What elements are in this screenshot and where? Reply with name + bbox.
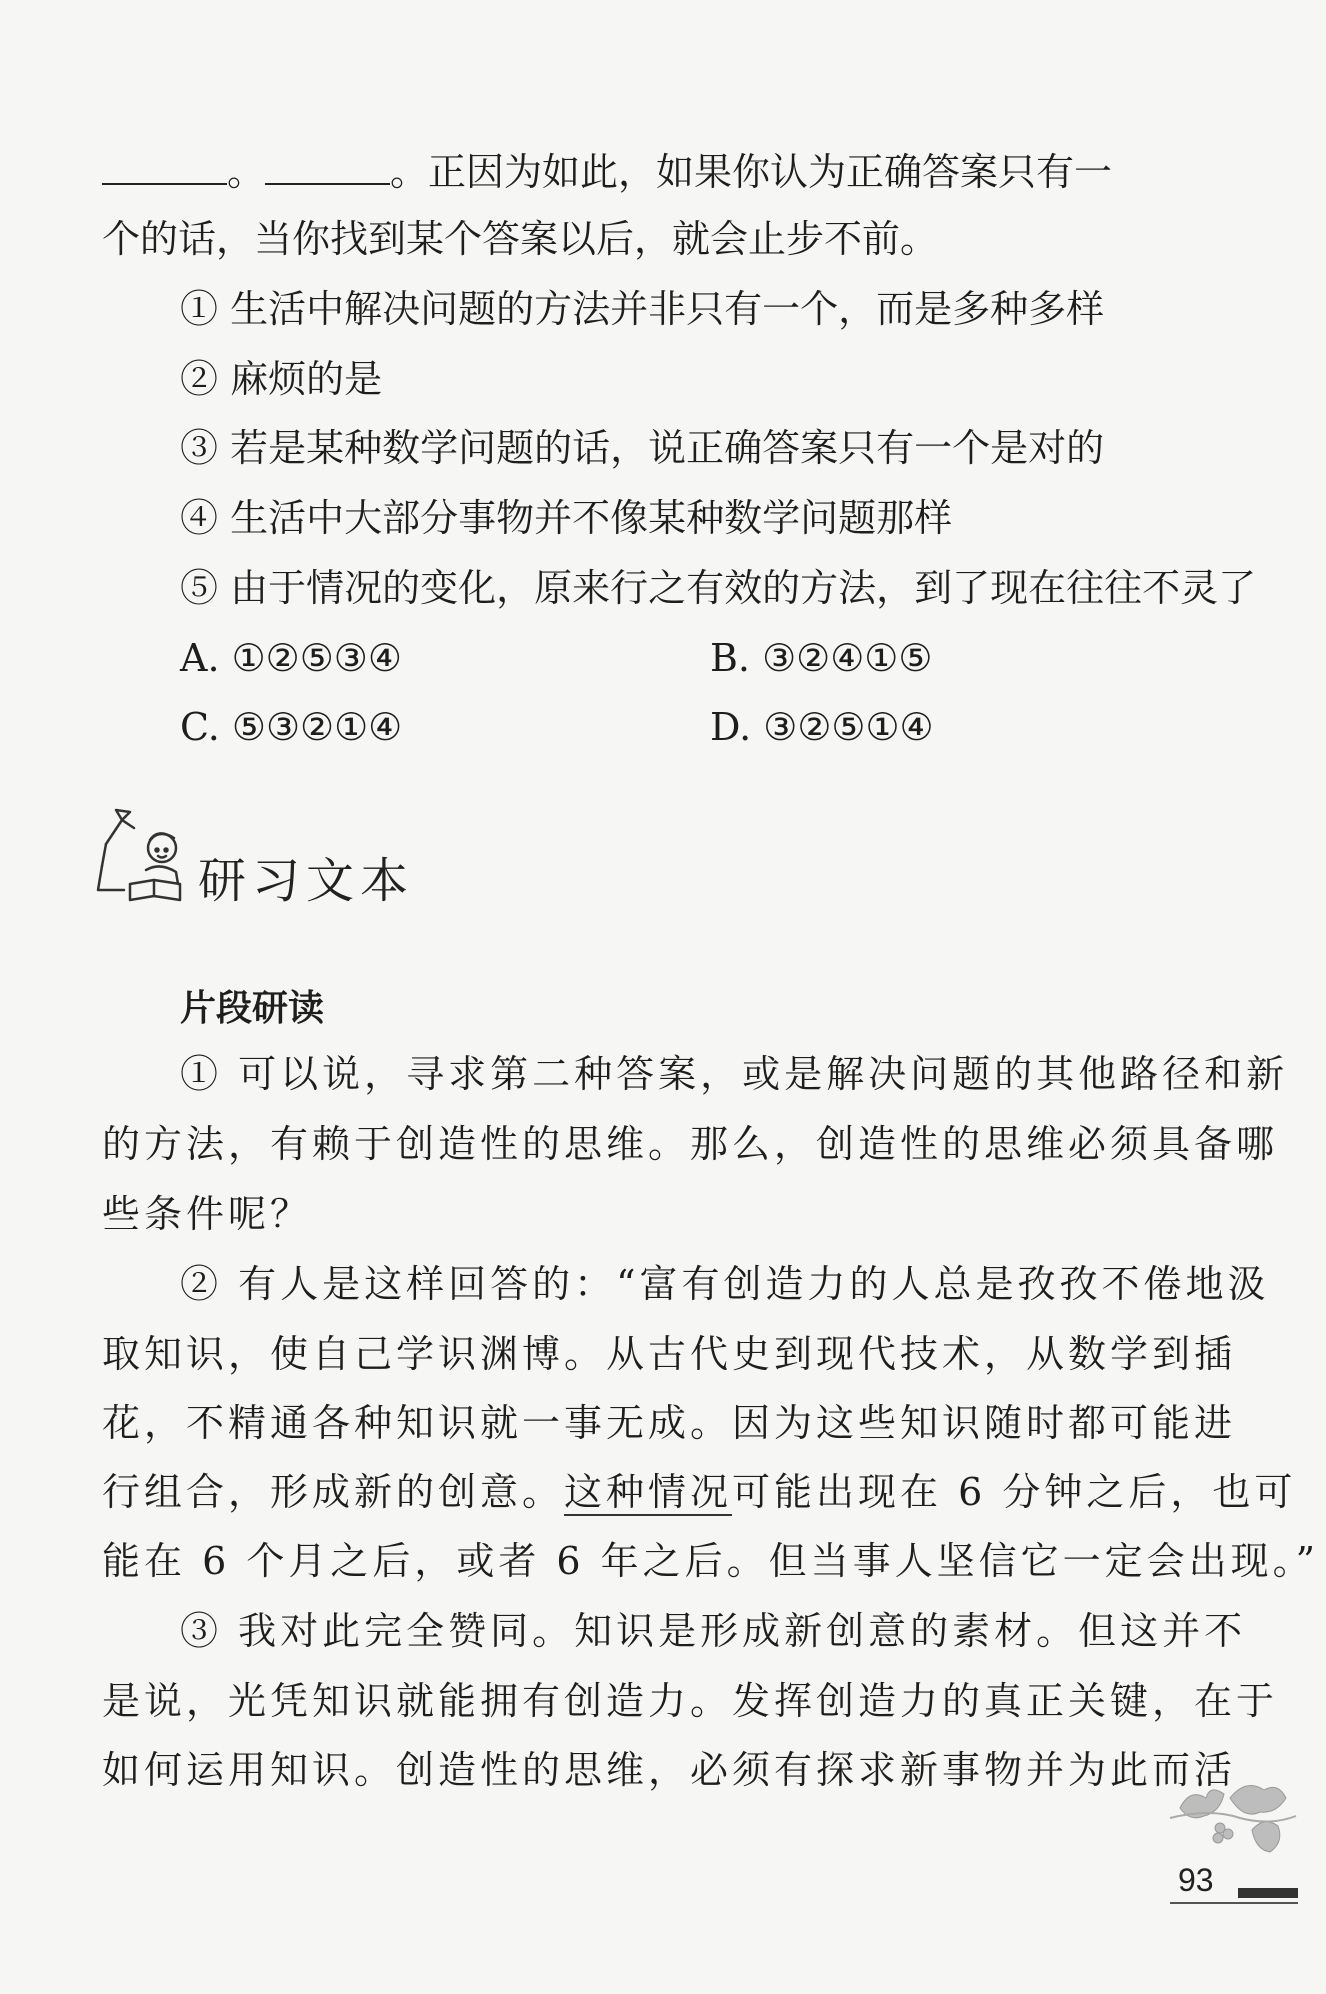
passage-p1-line-1: ① 可以说，寻求第二种答案，或是解决问题的其他路径和新 — [180, 1052, 1289, 1096]
passage-p2-line-3: 花，不精通各种知识就一事无成。因为这些知识随时都可能进 — [102, 1401, 1237, 1445]
answer-blank-2[interactable] — [265, 149, 390, 185]
passage-p3-line-2: 是说，光凭知识就能拥有创造力。发挥创造力的真正关键，在于 — [102, 1679, 1279, 1723]
page-number-bar — [1238, 1888, 1298, 1898]
question-line-1-sep: 。 — [227, 150, 266, 194]
question-line-1-text: 。正因为如此，如果你认为正确答案只有一 — [390, 150, 1113, 194]
option-c[interactable]: C. ⑤③②①④ — [180, 705, 403, 749]
passage-p2-line-1: ② 有人是这样回答的：“富有创造力的人总是孜孜不倦地汲 — [180, 1262, 1270, 1306]
passage-p1-line-3: 些条件呢？ — [102, 1192, 313, 1236]
student-reading-icon — [94, 806, 204, 906]
section-title: 研习文本 — [198, 853, 415, 909]
option-d[interactable]: D. ③②⑤①④ — [710, 705, 934, 749]
passage-p2-line-4-end: 可能出现在 6 分钟之后，也可 — [732, 1470, 1297, 1514]
subsection-title: 片段研读 — [180, 988, 325, 1029]
passage-p2-line-4 — [102, 1468, 1297, 1516]
underlined-phrase: 这种情况 — [564, 1470, 733, 1514]
sentence-item-1: ① 生活中解决问题的方法并非只有一个，而是多种多样 — [180, 287, 1105, 331]
sentence-item-3: ③ 若是某种数学问题的话，说正确答案只有一个是对的 — [180, 426, 1105, 470]
passage-p2-line-2: 取知识，使自己学识渊博。从古代史到现代技术，从数学到插 — [102, 1332, 1237, 1376]
grape-leaf-icon — [1160, 1768, 1300, 1868]
passage-p2-line-5: 能在 6 个月之后，或者 6 年之后。但当事人坚信它一定会出现。” — [102, 1539, 1320, 1583]
question-line-2: 个的话，当你找到某个答案以后，就会止步不前。 — [102, 217, 939, 261]
page-number-rule — [1170, 1902, 1298, 1904]
passage-p3-line-3: 如何运用知识。创造性的思维，必须有探求新事物并为此而活 — [102, 1748, 1237, 1792]
sentence-item-4: ④ 生活中大部分事物并不像某种数学问题那样 — [180, 496, 953, 540]
passage-p3-line-1: ③ 我对此完全赞同。知识是形成新创意的素材。但这并不 — [180, 1609, 1247, 1653]
passage-p1-line-2: 的方法，有赖于创造性的思维。那么，创造性的思维必须具备哪 — [102, 1122, 1279, 1166]
sentence-item-2: ② 麻烦的是 — [180, 357, 383, 401]
page-number: 93 — [1178, 1862, 1214, 1898]
question-line-1 — [102, 148, 1196, 196]
passage-p2-line-4-start: 行组合，形成新的创意。 — [102, 1470, 565, 1514]
answer-blank-1[interactable] — [102, 149, 227, 185]
option-a[interactable]: A. ①②⑤③④ — [180, 636, 402, 680]
sentence-item-5: ⑤ 由于情况的变化，原来行之有效的方法，到了现在往往不灵了 — [180, 566, 1257, 610]
option-b[interactable]: B. ③②④①⑤ — [710, 636, 933, 680]
